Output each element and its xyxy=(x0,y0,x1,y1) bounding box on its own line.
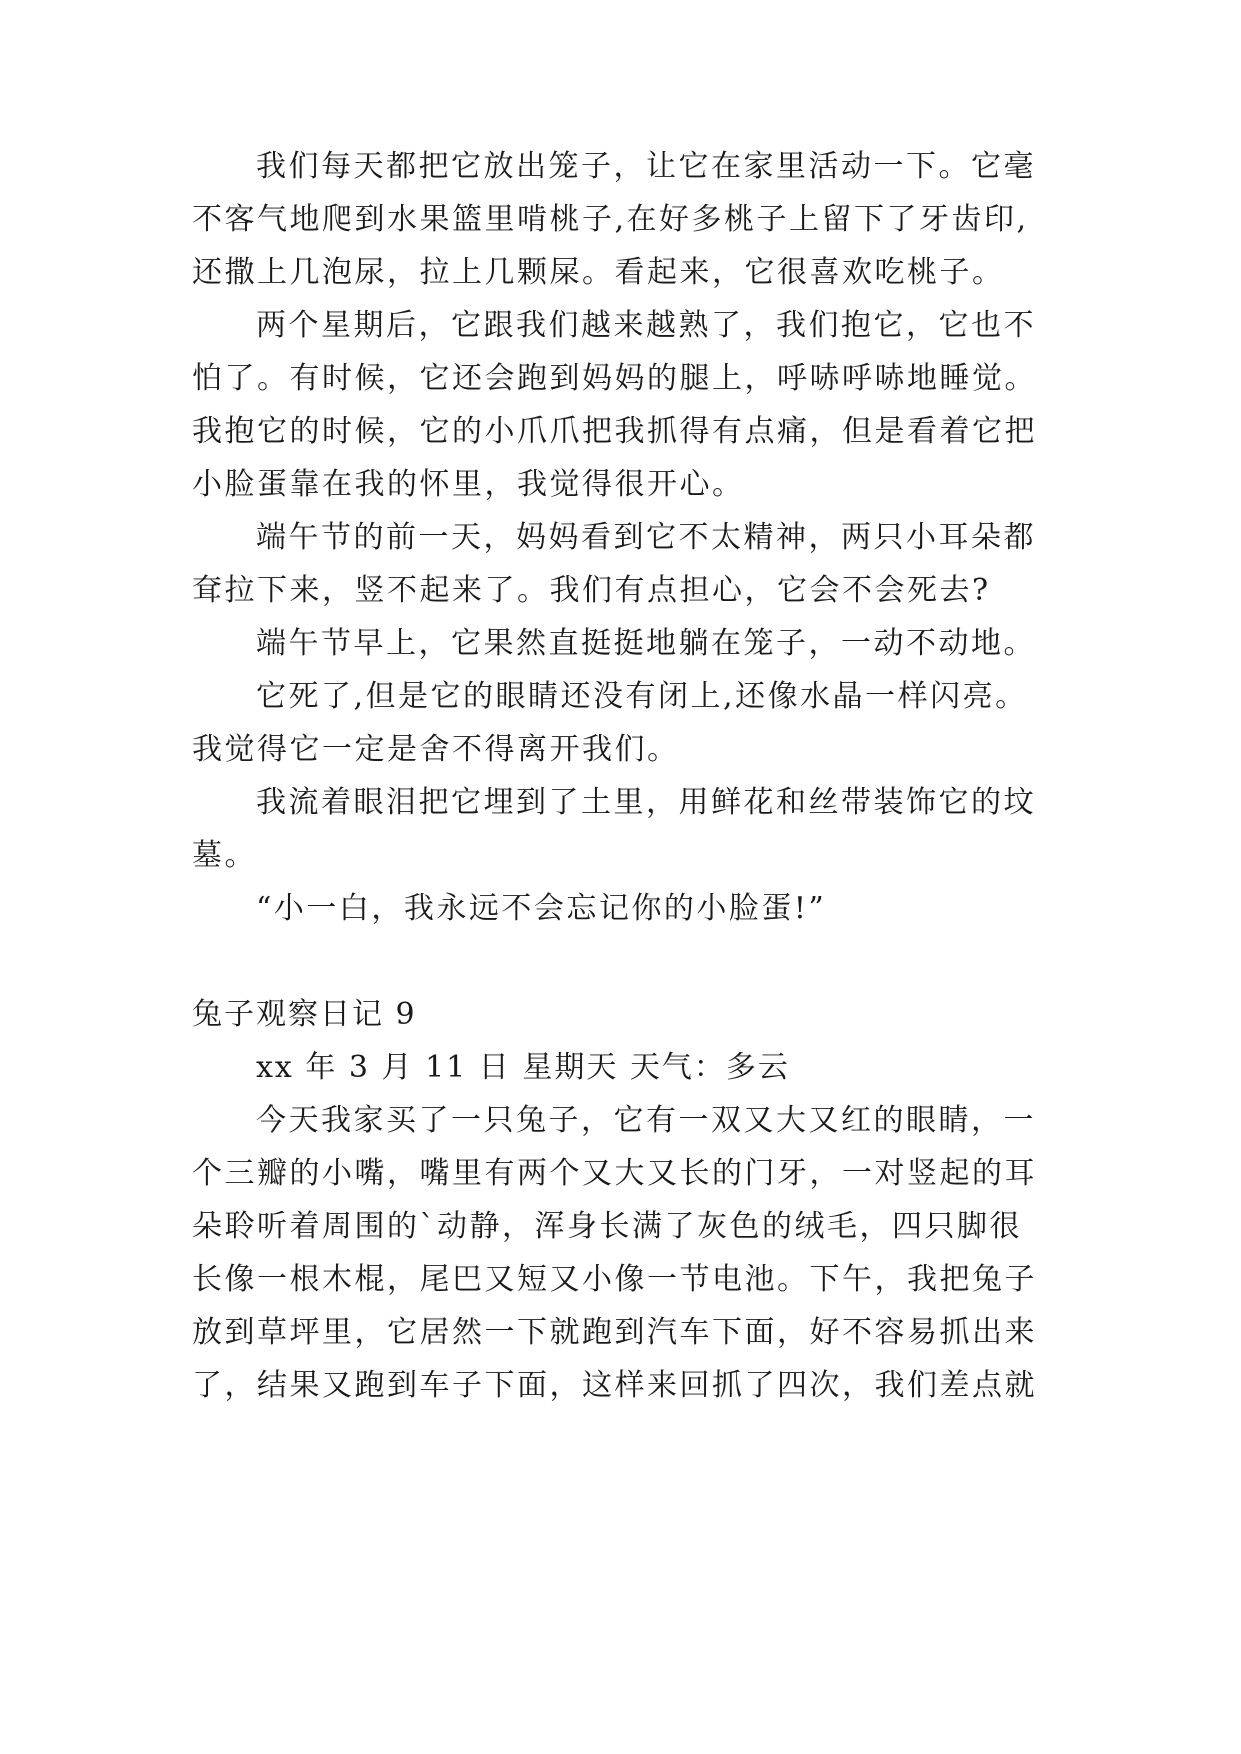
body-line: 今天我家买了一只兔子，它有一双又大又红的眼睛，一 xyxy=(256,1103,1036,1138)
paragraph-line: 墓。 xyxy=(192,838,257,873)
paragraph-line: 我流着眼泪把它埋到了土里，用鲜花和丝带装饰它的坟 xyxy=(256,785,1036,820)
paragraph-line: 端午节的前一天，妈妈看到它不太精神，两只小耳朵都 xyxy=(256,520,1036,555)
paragraph-line: 两个星期后，它跟我们越来越熟了，我们抱它，它也不 xyxy=(256,308,1036,343)
body-line: 朵聆听着周围的`动静，浑身长满了灰色的绒毛，四只脚很 xyxy=(192,1209,1022,1244)
body-line: 长像一根木棍，尾巴又短又小像一节电池。下午，我把兔子 xyxy=(192,1262,1037,1297)
paragraph-line: 端午节早上，它果然直挺挺地躺在笼子，一动不动地。 xyxy=(256,626,1036,661)
quote-line: “小一白，我永远不会忘记你的小脸蛋!” xyxy=(256,891,827,926)
paragraph-line: 它死了,但是它的眼睛还没有闭上,还像水晶一样闪亮。 xyxy=(256,679,1028,714)
paragraph-line: 我觉得它一定是舍不得离开我们。 xyxy=(192,732,680,767)
paragraph-line: 我们每天都把它放出笼子，让它在家里活动一下。它毫 xyxy=(256,149,1036,184)
paragraph-line: 不客气地爬到水果篮里啃桃子,在好多桃子上留下了牙齿印, xyxy=(192,202,1029,237)
body-line: 放到草坪里，它居然一下就跑到汽车下面，好不容易抓出来 xyxy=(192,1315,1037,1350)
date-line: xx 年 3 月 11 日 星期天 天气：多云 xyxy=(256,1050,790,1085)
body-line: 了，结果又跑到车子下面，这样来回抓了四次，我们差点就 xyxy=(192,1368,1037,1403)
paragraph-line: 还撒上几泡尿，拉上几颗屎。看起来，它很喜欢吃桃子。 xyxy=(192,255,1005,290)
paragraph-line: 耷拉下来，竖不起来了。我们有点担心，它会不会死去? xyxy=(192,573,991,608)
paragraph-line: 我抱它的时候，它的小爪爪把我抓得有点痛，但是看着它把 xyxy=(192,414,1037,449)
body-line: 个三瓣的小嘴，嘴里有两个又大又长的门牙，一对竖起的耳 xyxy=(192,1156,1037,1191)
paragraph-line: 怕了。有时候，它还会跑到妈妈的腿上，呼哧呼哧地睡觉。 xyxy=(192,361,1037,396)
section-title: 兔子观察日记 9 xyxy=(192,997,417,1032)
paragraph-line: 小脸蛋靠在我的怀里，我觉得很开心。 xyxy=(192,467,745,502)
